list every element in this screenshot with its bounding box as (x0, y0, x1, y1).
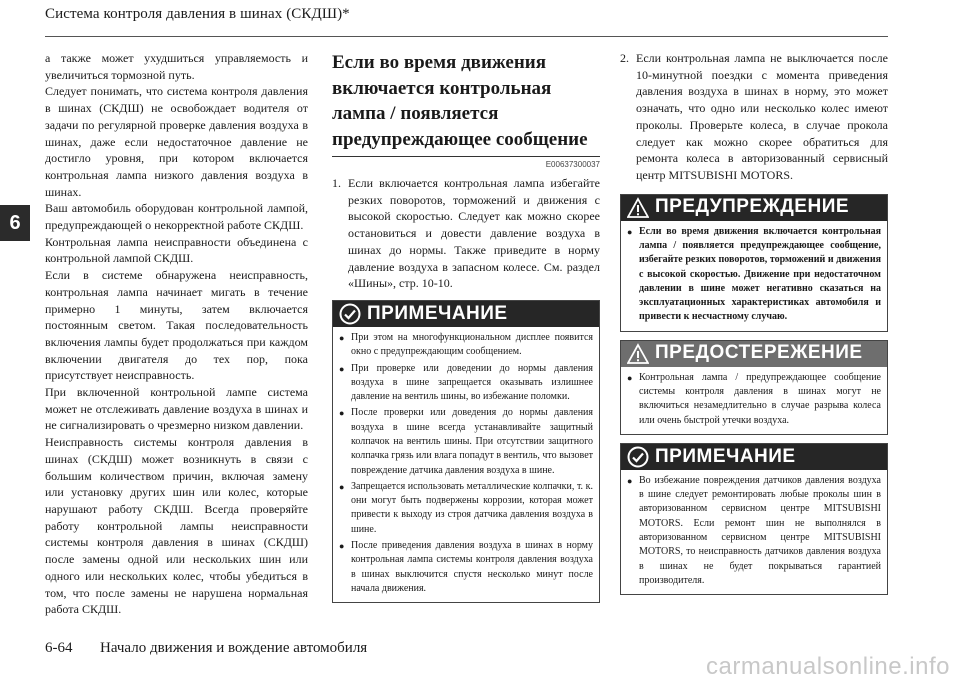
note-box-header (621, 444, 887, 470)
chapter-title: Начало движения и вождение автомобиля (100, 640, 368, 656)
section-code: E00637300037 (545, 160, 600, 169)
header-divider (45, 36, 888, 37)
right-column (620, 50, 888, 595)
caution-box-body (621, 367, 887, 434)
caution-box (620, 340, 888, 435)
warning-box-body (621, 221, 887, 331)
note-box-body (333, 327, 599, 602)
note-box-label: ПРИМЕЧАНИЕ (367, 302, 508, 324)
list-item (339, 331, 593, 360)
caution-box-header (621, 341, 887, 367)
paragraph: Контрольная лампа неисправности объединена с контрольной лампой СКДШ. (45, 234, 308, 266)
list-item-text: После проверки или доведения до нормы давления воздуха в шине всегда устанавливайте защитный колпачок на вентиль шины. При отсутствии защитного колпачка грязь или влага попадут в вентиль, что вызовет повреждение датчика давления воздуха в шине. (351, 407, 593, 476)
page-number: 6-64 (45, 640, 73, 656)
note-box (332, 300, 600, 603)
step-text: Если контрольная лампа не выключается после 10-минутной поездки с момента приведения давления воздуха в шинах в норму, это может означать, что одно или несколько колес имеют проколы. Проверьте колеса, в случае прокола следует как можно скорее обратиться для ремонта колеса в авторизованный сервисный центр MITSUBISHI MOTORS. (636, 51, 888, 182)
chapter-tab: 6 (0, 205, 30, 241)
list-item-text: Если во время движения включается контрольная лампа / появляется предупреждающее сообщение, избегайте резких поворотов, торможений и движения с высокой скоростью. Движение при недостаточном давлении в шине может негативно сказаться на эксплуатационных характеристиках автомобиля и привести к несчастному случаю. (639, 225, 881, 323)
caution-triangle-icon (627, 343, 649, 365)
bullet-icon: ● (627, 475, 633, 486)
warning-triangle-icon (627, 197, 649, 219)
paragraph: При включенной контрольной лампе система может не отслеживать давление воздуха в шинах и не сигнализировать о чрезмерно низком давлении. (45, 385, 308, 433)
list-item-text: После приведения давления воздуха в шинах в норму контрольная лампа системы контроля давления воздуха в шинах выключится спустя несколько минут после начала движения. (351, 540, 593, 594)
list-item (339, 539, 593, 596)
caution-box-label: ПРЕДОСТЕРЕЖЕНИЕ (655, 342, 863, 364)
note-check-icon (339, 303, 361, 325)
paragraph: Если в системе обнаружена неисправность, контрольная лампа начинает мигать в течение примерно 1 минуты, затем включается постоянным светом. Такая последовательность включения лампы будет продолжаться при каждом включении двигателя до тех пор, пока присутствует неисправность. (45, 268, 308, 383)
page-header-title: Система контроля давления в шинах (СКДШ)* (45, 6, 350, 22)
warning-box (620, 194, 888, 332)
bullet-icon: ● (339, 363, 345, 374)
note-box (620, 443, 888, 595)
list-item (339, 362, 593, 405)
list-item (339, 406, 593, 477)
watermark: carmanualsonline.info (706, 653, 950, 680)
step-1 (332, 175, 600, 292)
note-check-icon (627, 446, 649, 468)
bullet-icon: ● (339, 541, 345, 552)
list-item-text: При проверке или доведении до нормы давления воздуха в шине запрещается оказывать излишнее давление на вентиль шины, во избежание поломки. (351, 362, 593, 403)
step-number: 2. (620, 51, 629, 65)
step-number: 1. (332, 176, 341, 190)
note-box-label: ПРИМЕЧАНИЕ (655, 445, 796, 467)
note-box-header (333, 301, 599, 327)
bullet-icon: ● (339, 332, 345, 343)
step-2 (620, 50, 888, 184)
bullet-icon: ● (339, 408, 345, 419)
paragraph: а также может ухудшиться управляемость и увеличиться тормозной путь. (45, 51, 308, 82)
note-box-body (621, 470, 887, 594)
list-item-text: Запрещается использовать металлические колпачки, т. к. они могут быть подвержены коррозии, которая может привести к выходу из строя датчика давления воздуха в шине. (351, 480, 593, 535)
list-item-text: Во избежание повреждения датчиков давления воздуха в шине следует ремонтировать любые проколы шин в авторизованном сервисном центре MITSUBISHI MOTORS. Если ремонт шин не выполнялся в авторизованном сервисном центре MITSUBISHI MOTORS, то неисправность датчиков давления воздуха в шинах не будет покрываться гарантией производителя. (639, 474, 881, 586)
paragraph: Следует понимать, что система контроля давления в шинах (СКДШ) не освобождает водителя от задачи по регулярной проверке давления воздуха в шинах, даже если недостаточное давление не достигло уровня, при котором включается контрольная лампа низкого давления воздуха в шинах. (45, 84, 308, 199)
list-item (627, 371, 881, 428)
paragraph: Неисправность системы контроля давления в шинах (СКДШ) может возникнуть в связи с большим количеством причин, включая замену или установку других шин или колес, которые нарушают работу СКДШ. Всегда проверяйте работу контрольной лампы неисправности системы контроля давления в шинах (СКДШ) после замены одной или нескольких шин или одного или нескольких колес, чтобы убедиться в том, что после замены не нарушена нормальная работа СКДШ. (45, 435, 308, 617)
list-item (627, 474, 881, 588)
bullet-icon: ● (627, 226, 633, 237)
paragraph: Ваш автомобиль оборудован контрольной лампой, предупреждающей о некорректной работе СКДШ. (45, 201, 308, 233)
left-column (45, 50, 308, 618)
list-item-text: Контрольная лампа / предупреждающее сообщение системы контроля давления в шинах могут не включиться незамедлительно в случае разрыва колеса или очень быстрой утечки воздуха. (639, 371, 881, 426)
list-item (627, 225, 881, 325)
middle-column (332, 50, 600, 603)
list-item (339, 480, 593, 537)
list-item-text: При этом на многофункциональном дисплее появится окно с предупреждающим сообщением. (351, 331, 593, 358)
warning-box-header (621, 195, 887, 221)
bullet-icon: ● (339, 481, 345, 492)
section-heading: Если во время движения включается контрольная лампа / появляется предупреждающее сообщение (332, 50, 600, 157)
step-text: Если включается контрольная лампа избегайте резких поворотов, торможений и движения с высокой скоростью. Следует как можно скорее остановиться и довести давление воздуха в шинах до нормы. Также приведите в норму давление воздуха в запасном колесе. См. раздел «Шины», стр. 10-10. (348, 176, 600, 291)
bullet-icon: ● (627, 372, 633, 383)
warning-box-label: ПРЕДУПРЕЖДЕНИЕ (655, 196, 850, 218)
